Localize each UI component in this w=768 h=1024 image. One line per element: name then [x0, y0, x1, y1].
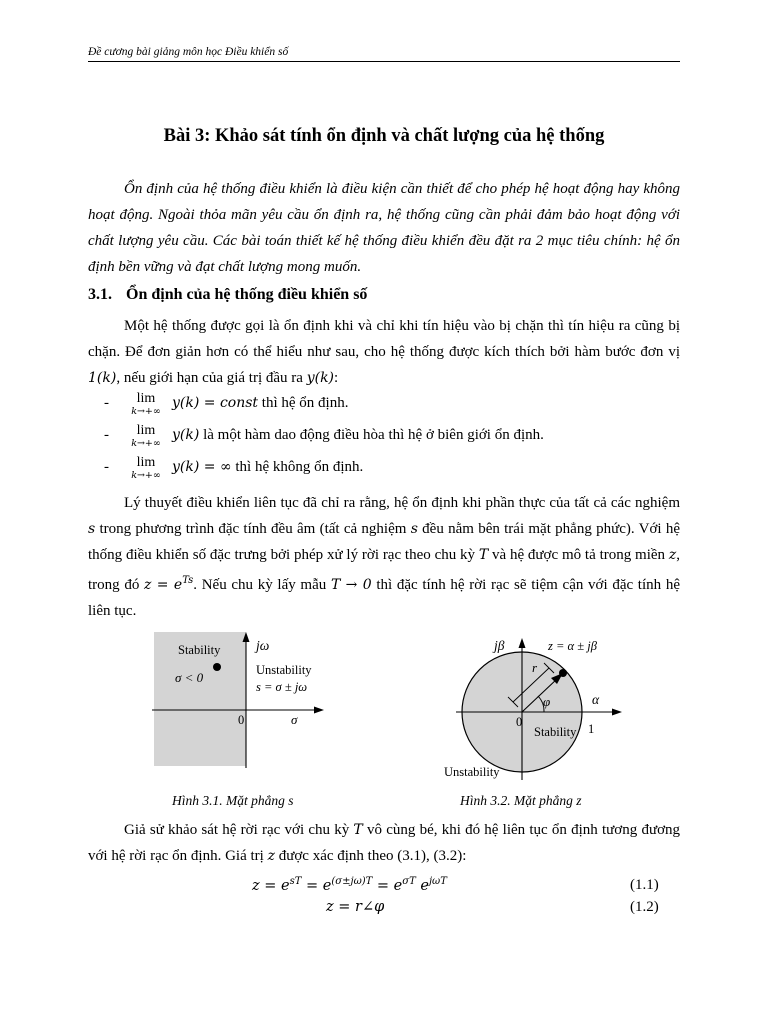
s-equation-label: s = σ ± jω [256, 680, 308, 694]
eq1-exponent-a: sT [289, 876, 302, 887]
alpha-axis-label: α [592, 692, 600, 707]
limit-word: lim [136, 423, 156, 438]
bullet-math: y(k) [172, 427, 200, 443]
para1-math-2: y(k) [306, 370, 335, 386]
bullet-math: y(k) = const [172, 395, 259, 411]
lesson-title: Bài 3: Khảo sát tính ổn định và chất lượng của hệ thống [163, 126, 605, 146]
para1-math-1: 1(k) [88, 370, 117, 386]
unstability-label: Unstability [256, 663, 312, 677]
bullet-dash: - [104, 427, 109, 443]
para2-text-7: thì đặc tính hệ rời rạc sẽ tiệm cận với đặc tính hệ liên tục. [88, 577, 680, 619]
limit-subscript: k→+∞ [131, 470, 161, 481]
j-omega-label: jω [256, 638, 270, 653]
eq1-part-b: = e [301, 877, 332, 894]
bullet-math: y(k) = ∞ [172, 459, 232, 475]
pole-point [213, 663, 221, 671]
intro-paragraph: Ổn định của hệ thống điều khiển là điều kiện cần thiết để cho phép hệ hoạt động hay không hoạt động. Ngoài thỏa mãn yêu cầu ổn định ra, hệ thống cũng cần phải đảm bảo hoạt động với chất lượng yêu cầu. Các bài toán thiết kế hệ thống điều khiển đều đặt ra 2 mục tiêu chính: hệ ổn định bền vững và đạt chất lượng mong muốn. [88, 181, 680, 275]
z-plane-figure [442, 630, 632, 790]
limit-subscript: k→+∞ [131, 406, 161, 417]
para2-math-6: T → 0 [330, 577, 372, 593]
bullet-content [172, 427, 544, 444]
real-axis-arrow-icon [314, 707, 324, 714]
limit-operator [126, 455, 166, 481]
bullet-text: là một hàm dao động điều hòa thì hệ ở biên giới ổn định. [199, 427, 544, 443]
limit-word: lim [136, 391, 156, 406]
real-axis-arrow-icon [612, 709, 622, 716]
bullet-content [172, 459, 363, 476]
unstability-label: Unstability [444, 765, 500, 779]
origin-label: 0 [238, 713, 245, 727]
section-heading [88, 286, 367, 304]
para3-math-1: T [353, 822, 363, 838]
radius-label: r [532, 660, 538, 675]
j-beta-label: jβ [494, 638, 505, 653]
para2-math-5-exponent: Ts [182, 575, 194, 586]
figure-caption-z-plane: Hình 3.2. Mặt phẳng z [460, 793, 582, 808]
eq1-exponent-b: (σ±jω)T [331, 876, 373, 887]
stability-label: Stability [534, 725, 577, 739]
para1-text-1: Một hệ thống được gọi là ổn định khi và chỉ khi tín hiệu vào bị chặn thì tín hiệu ra cũng bị chặn. Để đơn giản hơn có thể hiểu như sau, cho hệ thống được kích thích bởi hàm bước đơn vị [88, 318, 680, 360]
unit-label: 1 [588, 722, 595, 736]
paragraph-continuous-theory [88, 490, 680, 624]
para2-math-4: z [668, 547, 677, 563]
eq1-exponent-c: σT [402, 876, 416, 887]
section-number: 3.1. [88, 286, 112, 303]
sigma-negative-label: σ < 0 [175, 670, 204, 685]
paragraph-definition [88, 313, 680, 391]
angle-phi-label: φ [543, 694, 551, 709]
para2-math-5: z = e [144, 577, 183, 593]
eq1-exponent-d: jωT [428, 876, 447, 887]
origin-label: 0 [516, 715, 523, 729]
eq1-part-d: e [415, 877, 429, 894]
para2-math-1: s [88, 521, 96, 537]
eq1-part-c: = e [372, 877, 403, 894]
sigma-axis-label: σ [291, 712, 298, 727]
para2-text-1: Lý thuyết điều khiển liên tục đã chỉ ra rằng, hệ ổn định khi phần thực của tất cả các nghiệm [124, 495, 680, 511]
equation-number-1-1: (1.1) [630, 877, 659, 893]
para2-math-3: T [478, 547, 489, 563]
bullet-dash: - [104, 395, 109, 411]
page-header: Đề cương bài giảng môn học Điều khiển số [88, 46, 289, 58]
limit-subscript: k→+∞ [131, 438, 161, 449]
bullet-content [172, 395, 348, 412]
eq1-part-a: z = e [252, 877, 290, 894]
equation-number-1-2: (1.2) [630, 899, 659, 915]
para2-text-3: đều nằm bên trái mặt phẳng phức). Với hệ thống điều khiển số đặc trưng bởi phép xử lý rời rạc theo chu kỳ [88, 521, 680, 563]
equation-1-2: z = r∠φ [326, 899, 385, 915]
para2-text-5: , trong đó [88, 547, 680, 593]
para3-math-2: z [267, 848, 275, 864]
limit-operator [126, 423, 166, 449]
para2-text-4: và hệ được mô tả trong miền [488, 547, 669, 563]
stability-label: Stability [178, 643, 221, 657]
limit-word: lim [136, 455, 156, 470]
bullet-dash: - [104, 459, 109, 475]
bullet-text: thì hệ không ổn định. [231, 459, 364, 475]
s-plane-figure [148, 630, 328, 770]
para2-text-6: . Nếu chu kỳ lấy mẫu [193, 577, 331, 593]
paragraph-equivalence [88, 817, 680, 869]
header-rule [88, 61, 680, 62]
para2-math-2: s [410, 521, 418, 537]
section-title: Ổn định của hệ thống điều khiển số [126, 286, 368, 303]
para2-text-2: trong phương trình đặc tính đều âm (tất cả nghiệm [95, 521, 411, 537]
equation-1-1 [252, 876, 447, 894]
para3-text-2: vô cùng bé, khi đó hệ liên tục ổn định tương đương với hệ rời rạc ổn định. Giá trị [88, 822, 681, 864]
z-equation-label: z = α ± jβ [548, 639, 597, 653]
para3-text-3: được xác định theo (3.1), (3.2): [274, 848, 467, 864]
bullet-text: thì hệ ổn định. [258, 395, 349, 411]
limit-operator [126, 391, 166, 417]
imaginary-axis-arrow-icon [519, 638, 526, 648]
pole-point [559, 669, 567, 677]
para3-text-1: Giả sử khảo sát hệ rời rạc với chu kỳ [124, 822, 354, 838]
para1-text-3: : [334, 370, 339, 386]
para1-text-2: , nếu giới hạn của giá trị đầu ra [116, 370, 307, 386]
figure-caption-s-plane: Hình 3.1. Mặt phẳng s [172, 793, 294, 808]
